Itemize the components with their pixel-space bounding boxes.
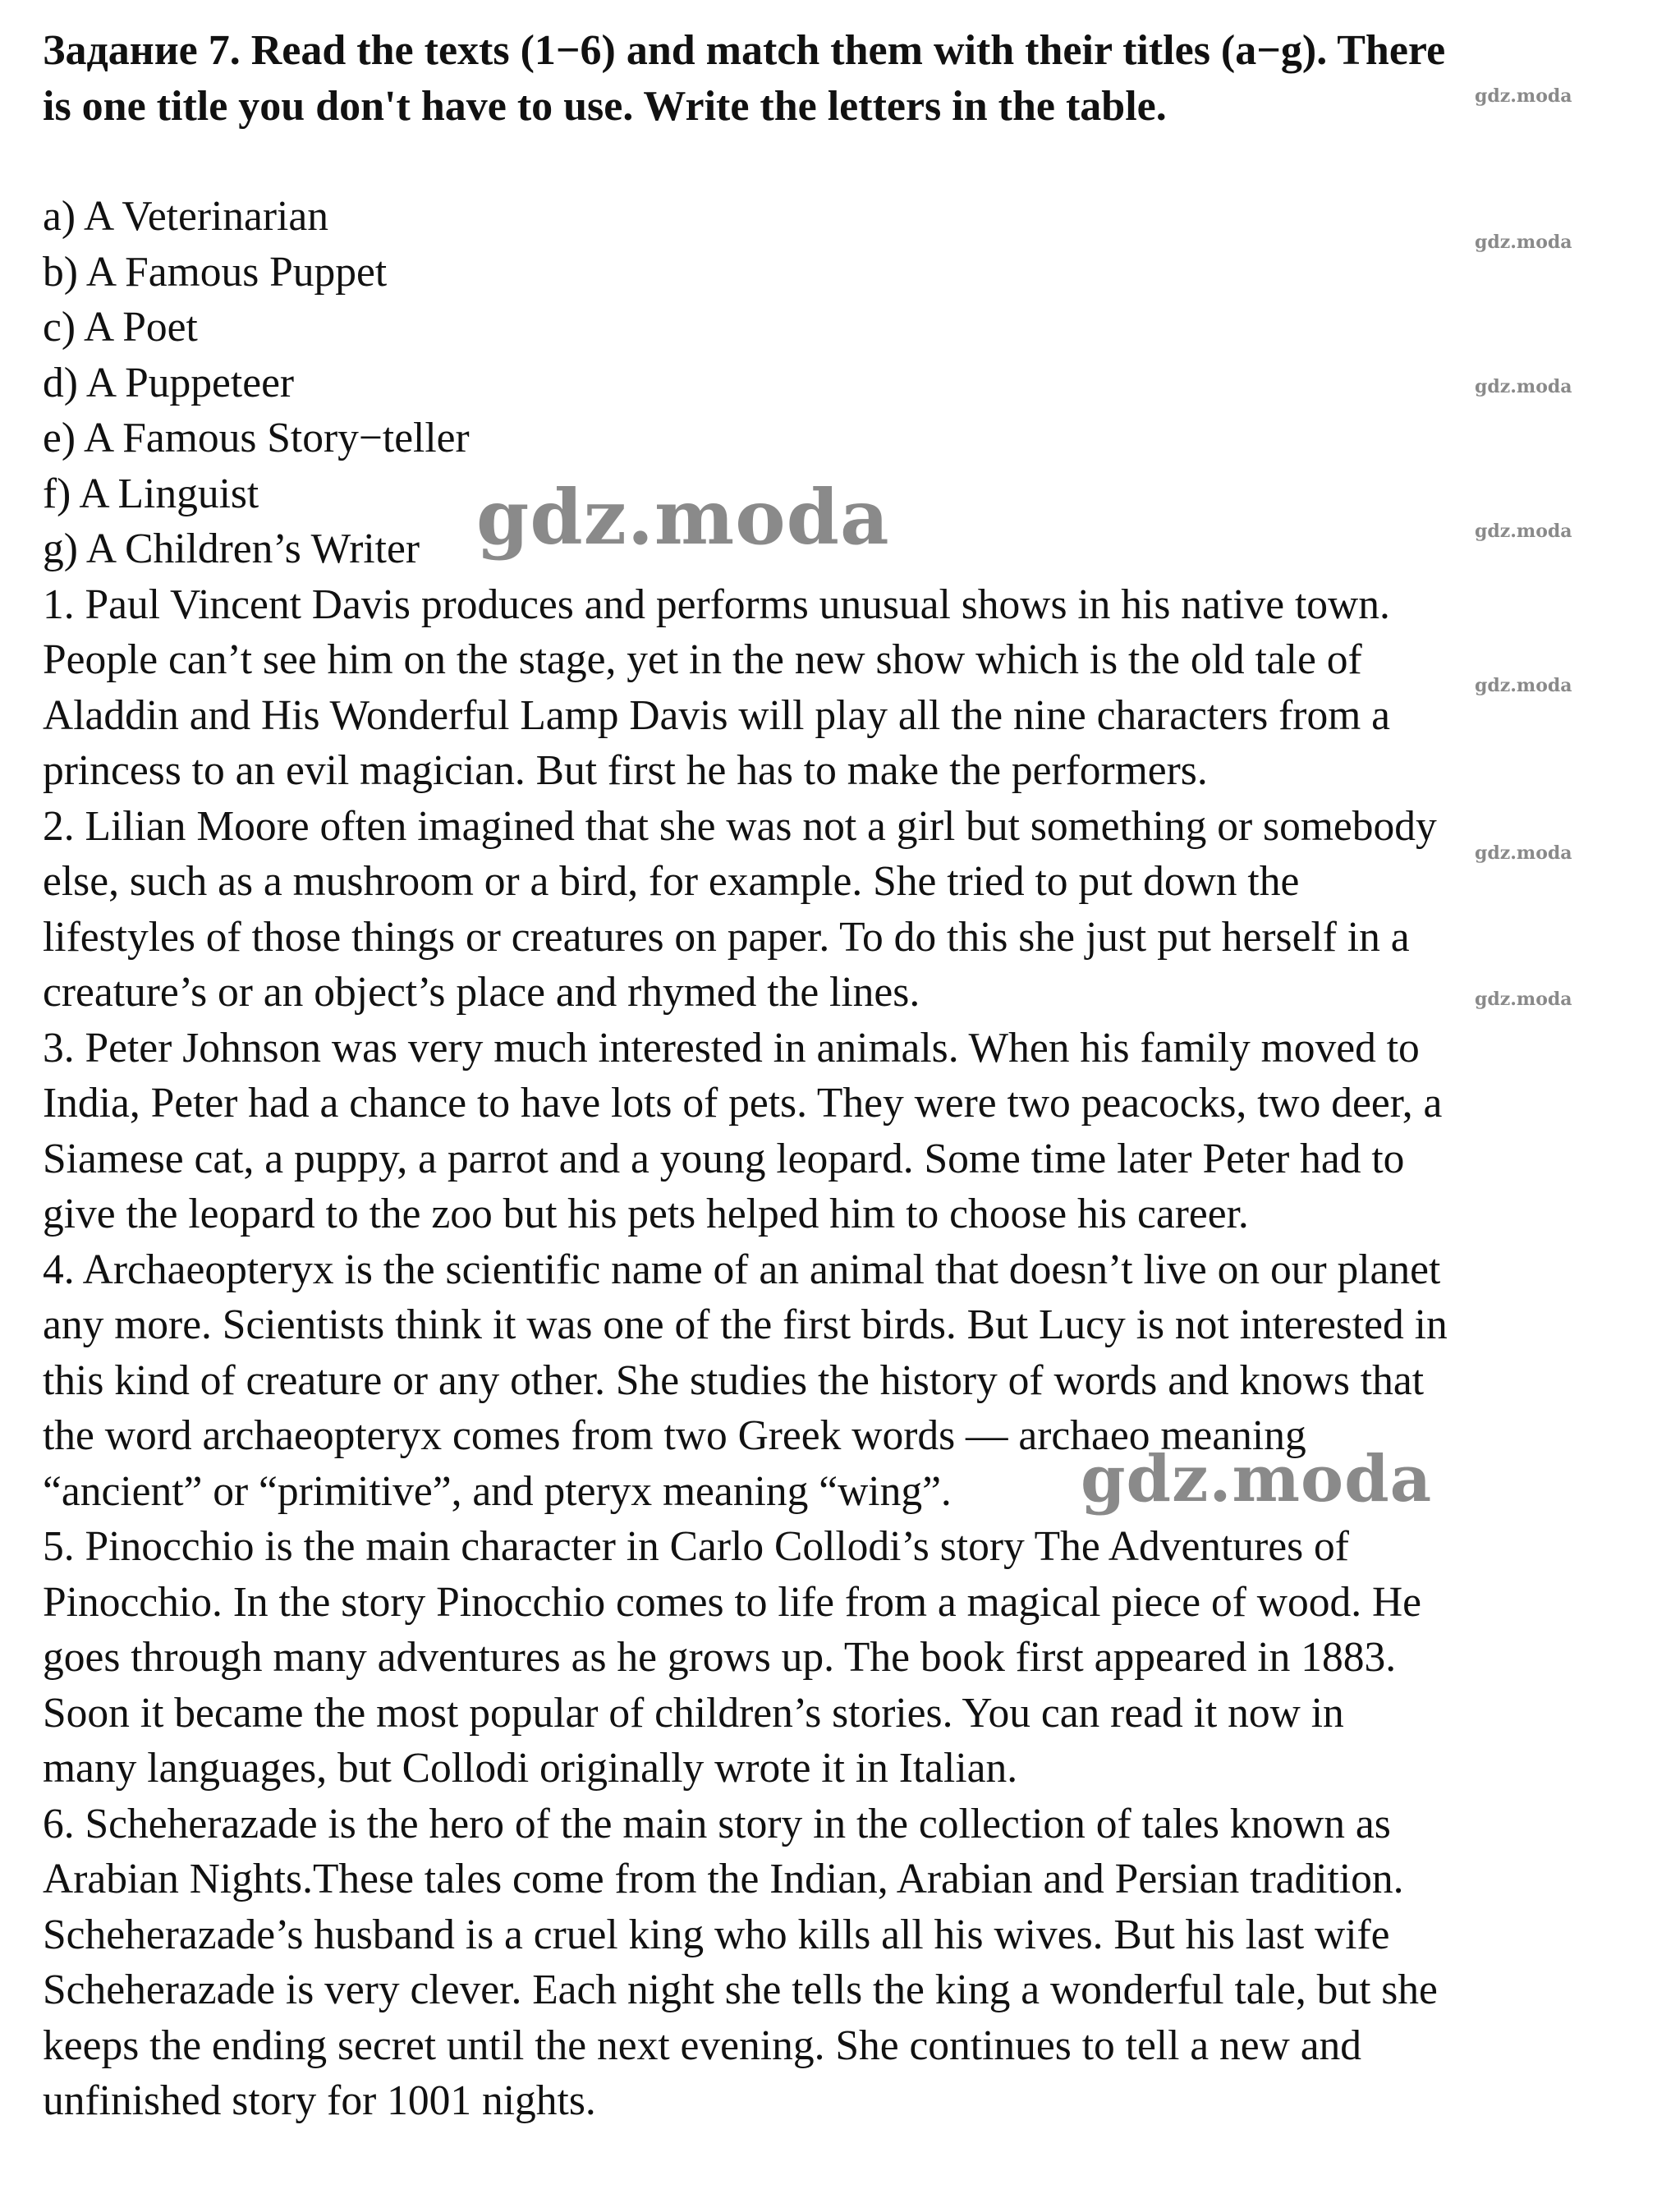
- watermark-small: gdz.moda: [1475, 85, 1572, 107]
- text-line: 2. Lilian Moore often imagined that she was not a girl but something or somebody: [43, 802, 1437, 850]
- text-line: Scheherazade’s husband is a cruel king who kills all his wives. But his last wife: [43, 1911, 1390, 1958]
- text-line: Aladdin and His Wonderful Lamp Davis will play all the nine characters from a: [43, 691, 1390, 739]
- title-option-e: e) A Famous Story−teller: [43, 415, 470, 461]
- text-line: lifestyles of those things or creatures on paper. To do this she just put herself in a: [43, 913, 1410, 961]
- text-line: unfinished story for 1001 nights.: [43, 2077, 596, 2124]
- watermark-small: gdz.moda: [1475, 521, 1572, 542]
- text-line: this kind of creature or any other. She studies the history of words and knows that: [43, 1356, 1425, 1404]
- title-option-f: f) A Linguist: [43, 470, 259, 517]
- spacer: [43, 135, 1652, 189]
- text-line: India, Peter had a chance to have lots of pets. They were two peacocks, two deer, a: [43, 1080, 1443, 1127]
- title-option-d: d) A Puppeteer: [43, 359, 295, 406]
- text-line: 3. Peter Johnson was very much interested in animals. When his family moved to: [43, 1024, 1420, 1072]
- title-option-g: g) A Children’s Writer: [43, 525, 420, 572]
- watermark-small: gdz.moda: [1475, 989, 1572, 1010]
- text-line: creature’s or an object’s place and rhymed the lines.: [43, 969, 920, 1016]
- text-line: Siamese cat, a puppy, a parrot and a young leopard. Some time later Peter had to: [43, 1135, 1405, 1182]
- text-line: 5. Pinocchio is the main character in Carlo Collodi’s story The Adventures of: [43, 1523, 1349, 1570]
- text-line: “ancient” or “primitive”, and pteryx meaning “wing”.: [43, 1467, 952, 1515]
- text-line: any more. Scientists think it was one of the first birds. But Lucy is not interested in: [43, 1301, 1448, 1348]
- title-option-b: b) A Famous Puppet: [43, 248, 388, 296]
- watermark-small: gdz.moda: [1475, 376, 1572, 397]
- watermark-small: gdz.moda: [1475, 232, 1572, 253]
- text-line: many languages, but Collodi originally wrote it in Italian.: [43, 1745, 1018, 1792]
- task-heading-line-1: Задание 7. Read the texts (1−6) and match them with their titles (a−g). There: [43, 27, 1446, 74]
- title-option-a: a) A Veterinarian: [43, 193, 328, 240]
- text-line: Pinocchio. In the story Pinocchio comes to life from a magical piece of wood. He: [43, 1578, 1422, 1626]
- text-line: Soon it became the most popular of children’s stories. You can read it now in: [43, 1689, 1344, 1737]
- text-line: People can’t see him on the stage, yet in the new show which is the old tale of: [43, 636, 1362, 683]
- watermark-small: gdz.moda: [1475, 675, 1572, 696]
- text-line: the word archaeopteryx comes from two Greek words — archaeo meaning: [43, 1412, 1306, 1459]
- text-line: goes through many adventures as he grows up. The book first appeared in 1883.: [43, 1634, 1397, 1681]
- text-line: 6. Scheherazade is the hero of the main story in the collection of tales known as: [43, 1800, 1391, 1847]
- watermark-small: gdz.moda: [1475, 842, 1572, 864]
- title-option-c: c) A Poet: [43, 304, 198, 351]
- watermark-large: gdz.moda: [1081, 1442, 1433, 1517]
- text-line: Arabian Nights.These tales come from the Indian, Arabian and Persian tradition.: [43, 1856, 1404, 1902]
- document-page: [43, 23, 1652, 2129]
- task-heading: [43, 23, 1652, 135]
- text-line: keeps the ending secret until the next evening. She continues to tell a new and: [43, 2021, 1362, 2069]
- text-line: else, such as a mushroom or a bird, for example. She tried to put down the: [43, 858, 1300, 905]
- watermark-large: gdz.moda: [476, 473, 890, 562]
- text-line: give the leopard to the zoo but his pets helped him to choose his career.: [43, 1191, 1249, 1237]
- reading-texts: [43, 577, 1652, 2129]
- text-line: 1. Paul Vincent Davis produces and performs unusual shows in his native town.: [43, 581, 1390, 628]
- task-heading-line-2: is one title you don't have to use. Write the letters in the table.: [43, 83, 1167, 130]
- text-line: Scheherazade is very clever. Each night she tells the king a wonderful tale, but she: [43, 1966, 1438, 2013]
- text-line: 4. Archaeopteryx is the scientific name of an animal that doesn’t live on our planet: [43, 1246, 1441, 1293]
- text-line: princess to an evil magician. But first he has to make the performers.: [43, 747, 1208, 794]
